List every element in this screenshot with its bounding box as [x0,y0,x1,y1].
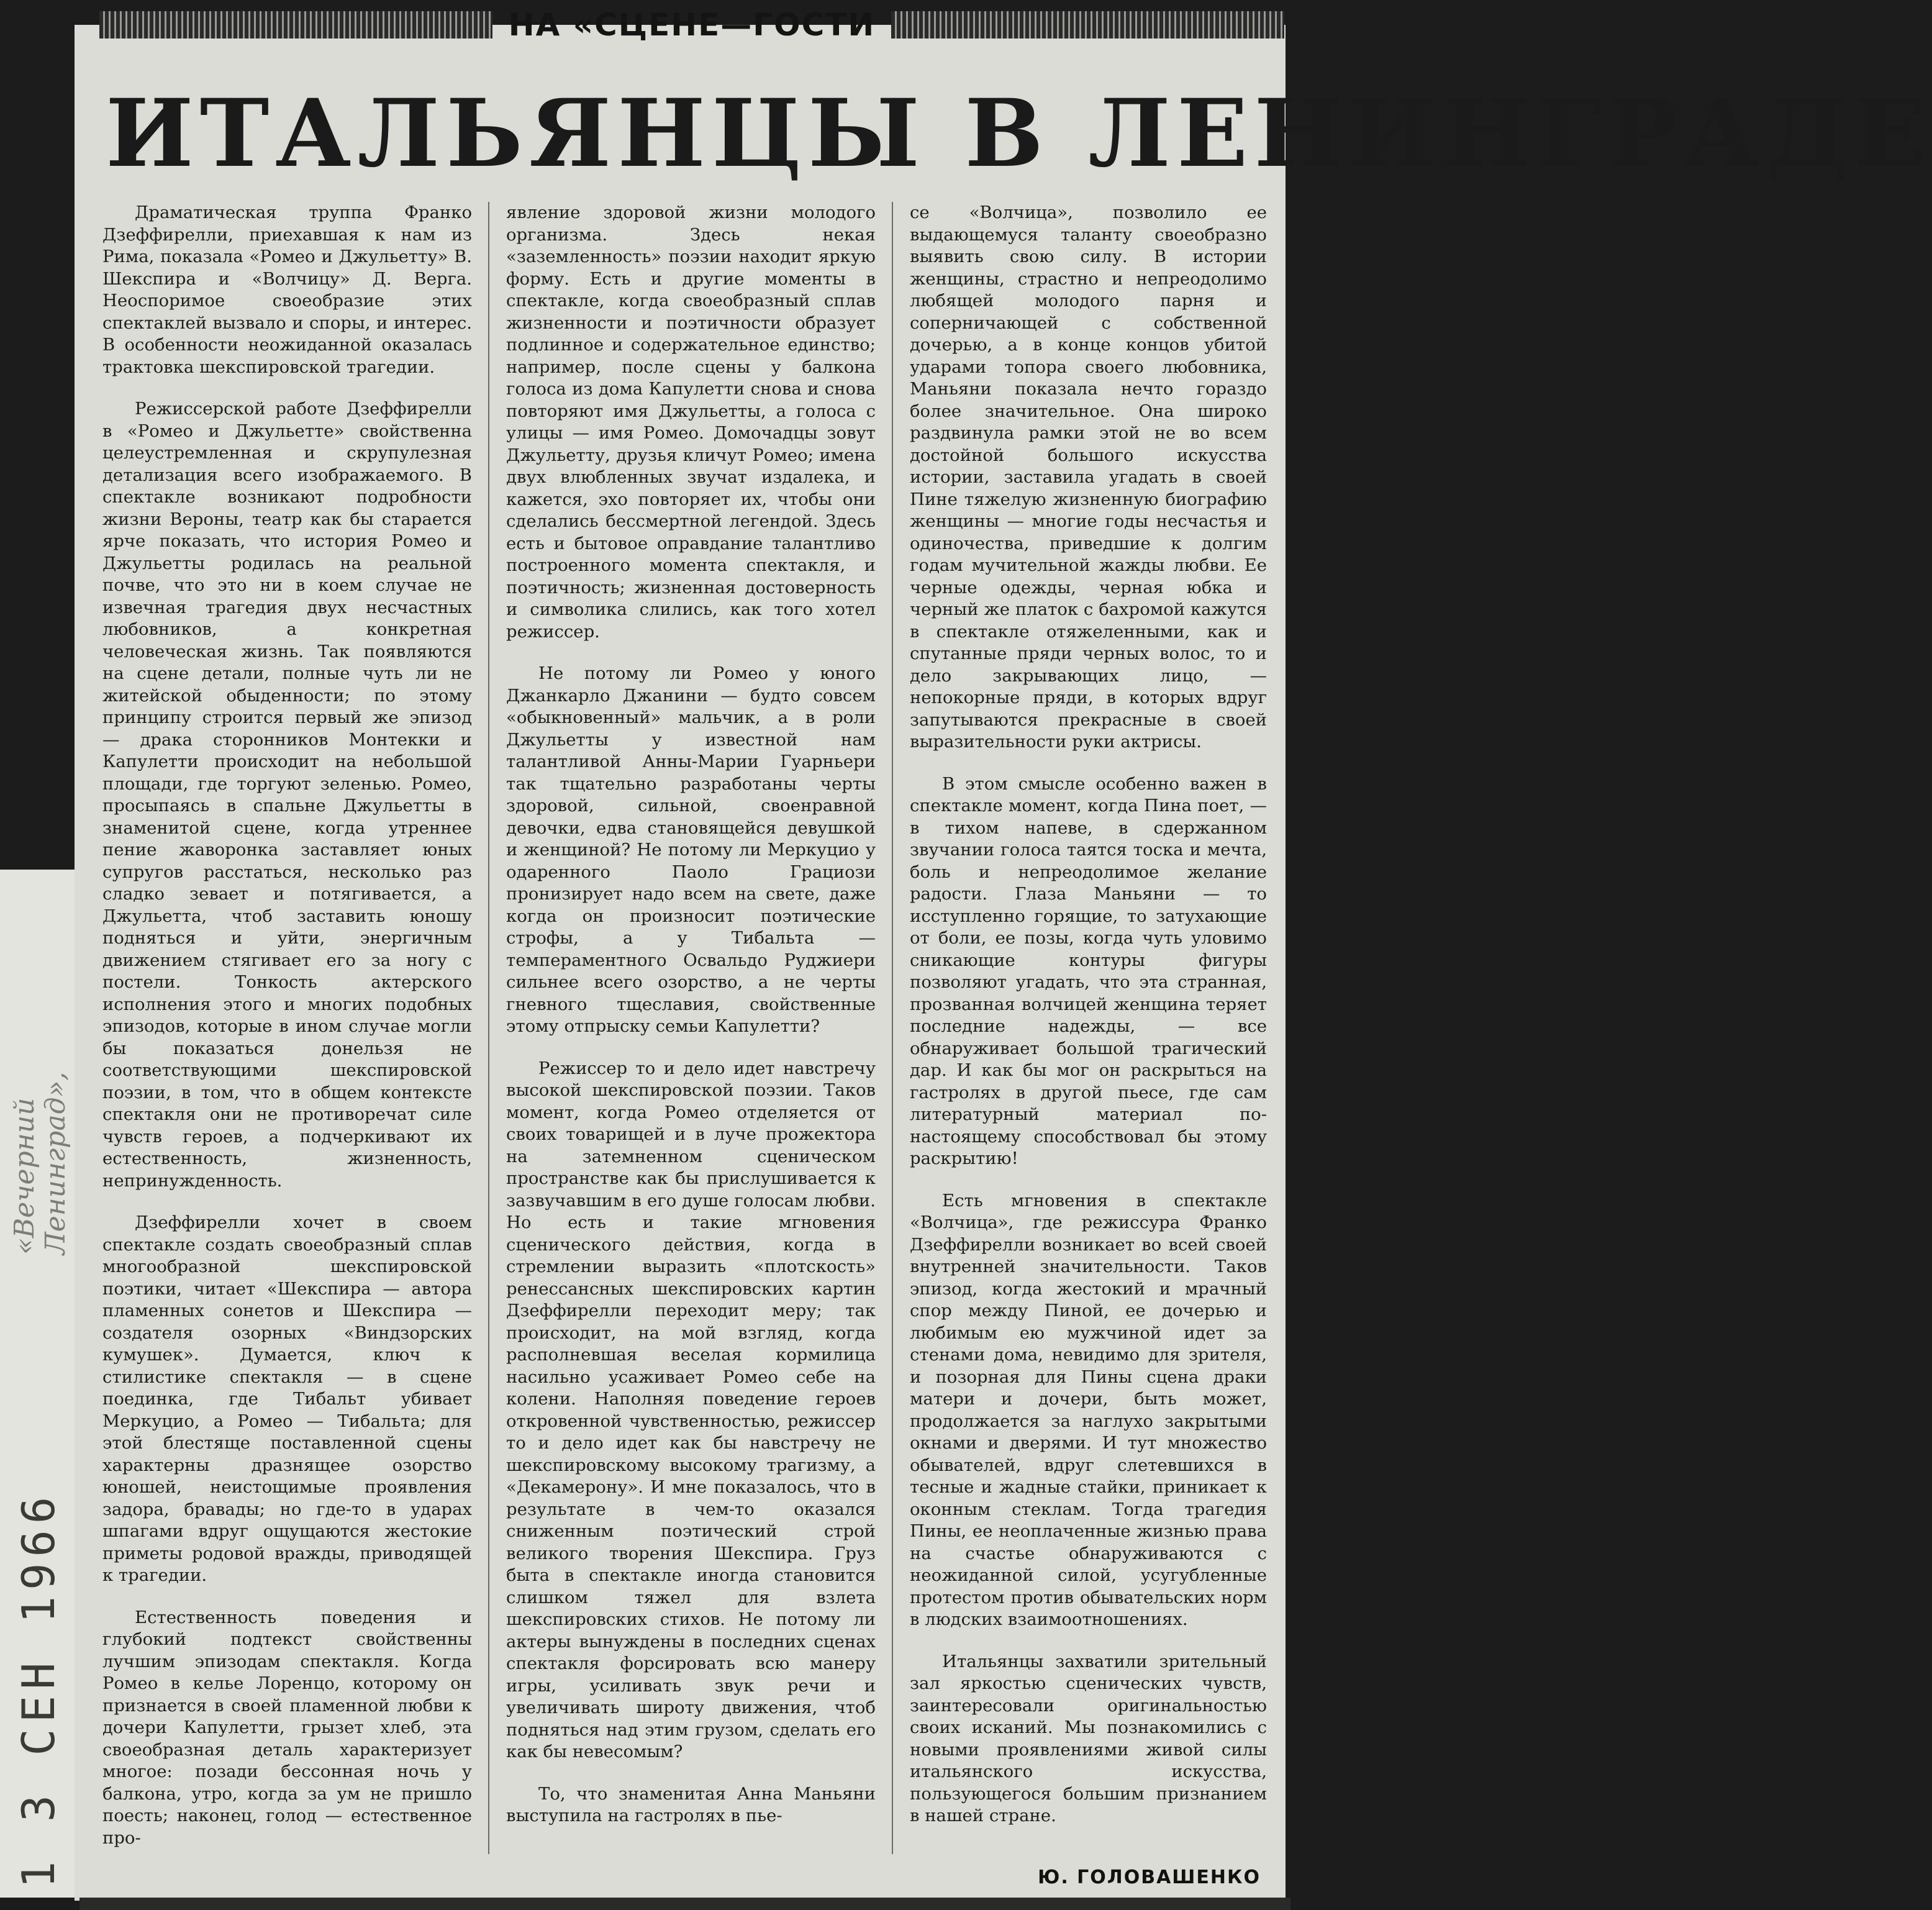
paragraph: Не потому ли Ромео у юного Джанкарло Джанини — будто совсем «обыкновенный» мальчик, а в роли Джульетты у известной нам талантливой Анны-Марии Гуарньери так тщательно разработаны черты здоровой, сильной, своенравной девочки, едва становящейся девушкой и женщиной? Не потому ли Меркуцио у одаренного Паоло Грациози пронизирует надо всем на свете, даже когда он произносит поэтические строфы, а у Тибальта — темпераментного Освальдо Руджиери сильнее всего озорство, а не черты гневного тщеславия, свойственные этому отпрыску семьи Капулетти? [506,663,876,1036]
paragraph: Естественность поведения и глубокий подтекст свойственны лучшим эпизодам спектакля. Когда Ромео в келье Лоренцо, которому он признается в своей пламенной любви к дочери Капулетти, грызет хлеб, эта своеобразная деталь характеризует многое: позади бессонная ночь у балкона, утро, когда за ум не пришло поесть; наконец, голод — естественное про- [102,1607,472,1848]
paragraph: Дзеффирелли хочет в своем спектакле создать своеобразный сплав многообразной шекспировской поэтики, читает «Шекспира — автора пламенных сонетов и Шекспира — создателя озорных «Виндзорских кумушек». Думается, ключ к стилистике спектакля — в сцене поединка, где Тибальт убивает Меркуцио, а Ромео — Тибальта; для этой блестяще поставленной сцены характерны дразнящее озорство юношей, неистощимые проявления задора, бравады; но где-то в ударах шпагами вдруг ощущаются жестокие приметы родовой вражды, приводящей к трагедии. [102,1212,472,1585]
column-1 [102,202,472,1854]
paragraph: Есть мгновения в спектакле «Волчица», где режиссура Франко Дзеффирелли возникает во всей своей внутренней значительности. Таков эпизод, когда жестокий и мрачный спор между Пиной, ее дочерью и любимым ею мужчиной идет за стенами дома, невидимо для зрителя, и позорная для Пины сцена драки матери и дочери, быть может, продолжается за наглухо закрытыми окнами и дверями. И тут множество обывателей, вдруг слетевшихся в тесные и жадные стайки, приникает к оконным стеклам. Тогда трагедия Пины, ее неоплаченные жизнью права на счастье обнаруживаются с неожиданной силой, усугубленные протестом против обывательских норм в людских взаимоотношениях. [910,1190,1267,1629]
column-3 [910,202,1267,1854]
paragraph: Итальянцы захватили зрительный зал яркостью сценических чувств, заинтересовали оригинальностью своих исканий. Мы познакомились с новыми проявлениями живой силы итальянского искусства, пользующегося большим признанием в нашей стране. [910,1651,1267,1826]
rubric-rule-left [99,11,492,39]
paragraph: То, что знаменитая Анна Маньяни выступила на гастролях в пье- [506,1783,876,1826]
date-stamp: 1 3 СЕН 1966 [12,1490,65,1888]
source-line-1: «Вечерний Ленинград», [9,1071,71,1255]
rubric-title: НА «СЦЕНЕ—ГОСТИ [508,7,876,43]
paragraph: явление здоровой жизни молодого организма. Здесь некая «заземленность» поэзии находит яркую форму. Есть и другие моменты в спектакле, когда своеобразный сплав жизненности и поэтичности образует подлинное и содержательное единство; например, после сцены у балкона голоса из дома Капулетти снова и снова повторяют имя Джульетты, а голоса с улицы — имя Ромео. Домочадцы зовут Джульетту, друзья кличут Ромео; имена двух влюбленных звучат издалека, и кажется, эхо повторяет их, чтобы они сделались бессмертной легендой. Здесь есть и бытовое оправдание талантливо построенного момента спектакля, и поэтичность; жизненная достоверность и символика слились, как того хотел режиссер. [506,202,876,642]
article-body [102,202,1282,1848]
author-signature: Ю. ГОЛОВАШЕНКО [1038,1867,1261,1888]
paragraph: Режиссерской работе Дзеффирелли в «Ромео и Джульетте» свойственна целеустремленная и скрупулезная детализация всего изображаемого. В спектакле возникают подробности жизни Вероны, театр как бы старается ярче показать, что история Ромео и Джульетты родилась на реальной почве, что это ни в коем случае не извечная трагедия двух несчастных любовников, а конкретная человеческая жизнь. Так появляются на сцене детали, полные чуть ли не житейской обыденности; по этому принципу строится первый же эпизод — драка сторонников Монтекки и Капулетти происходит на небольшой площади, где торгуют зеленью. Ромео, просыпаясь в спальне Джульетты в знаменитой сцене, когда утреннее пение жаворонка заставляет юных супругов расстаться, несколько раз сладко зевает и потягивается, а Джульетта, чтоб заставить юношу подняться и уйти, энергичным движением стягивает его за ногу с постели. Тонкость актерского исполнения этого и многих подобных эпизодов, которые в ином случае могли бы показаться донельзя не соответствующими шекспировской поэзии, в том, что в общем контексте спектакля они не противоречат силе чувств героев, а подчеркивают их естественность, жизненность, непринужденность. [102,399,472,1191]
rubric-band [99,0,1284,50]
paragraph: се «Волчица», позволило ее выдающемуся таланту своеобразно выявить свою силу. В истории женщины, страстно и непреодолимо любящей молодого парня и соперничающей с собственной дочерью, а в конце концов убитой ударами топора своего любовника, Маньяни показала нечто гораздо более значительное. Она широко раздвинула рамки этой не во всем достойной большого искусства истории, заставила угадать в своей Пине тяжелую жизненную биографию женщины — многие годы несчастья и одиночества, приведшие к долгим годам мучительной жажды любви. Ее черные одежды, черная юбка и черный же платок с бахромой кажутся в спектакле отяжеленными, как и спутанные пряди черных волос, то и дело закрывающих лицо, — непокорные пряди, в которых вдруг запутываются прекрасные в своей выразительности руки актрисы. [910,202,1267,752]
bottom-frame [79,1898,1290,1910]
paragraph: Драматическая труппа Франко Дзеффирелли, приехавшая к нам из Рима, показала «Ромео и Джульетту» В. Шекспира и «Волчицу» Д. Верга. Неоспоримое своеобразие этих спектаклей вызвало и споры, и интерес. В особенности неожиданной оказалась трактовка шекспировской трагедии. [102,202,472,377]
source-annotation [9,969,71,1255]
column-2 [506,202,876,1854]
article-headline: ИТАЛЬЯНЦЫ В ЛЕНИНГРАДЕ [106,79,1932,188]
rubric-rule-right [891,11,1284,39]
paragraph: В этом смысле особенно важен в спектакле момент, когда Пина поет, — в тихом напеве, в сдержанном звучании голоса таятся тоска и мечта, боль и непреодолимое желание радости. Глаза Маньяни — то исступленно горящие, то затухающие от боли, ее позы, когда чуть уловимо сникающие контуры фигуры позволяют угадать, что эта странная, прозванная волчицей женщина теряет последние надежды, — все обнаруживает большой трагический дар. И как бы мог он раскрыться на гастролях в другой пьесе, где сам литературный материал по-настоящему способствовал бы этому раскрытию! [910,773,1267,1168]
paragraph: Режиссер то и дело идет навстречу высокой шекспировской поэзии. Таков момент, когда Ромео отделяется от своих товарищей и в луче прожектора на затемненном сценическом пространстве как бы прислушивается к зазвучавшим в его душе голосам любви. Но есть и такие мгновения сценического действия, когда в стремлении выразить «плотскость» ренессансных шекспировских картин Дзеффирелли переходит меру; так происходит, на мой взгляд, когда располневшая веселая кормилица насильно усаживает Ромео себе на колени. Наполняя поведение героев откровенной чувственностью, режиссер то и дело идет как бы навстречу не шекспировскому высокому трагизму, а «Декамерону». И мне показалось, что в результате в чем-то оказался сниженным поэтический строй великого творения Шекспира. Груз быта в спектакле иногда становится слишком тяжел для взлета шекспировских стихов. Не потому ли актеры вынуждены в последних сценах спектакля форсировать всю манеру игры, усиливать звук речи и увеличивать широту движения, чтоб подняться над этим грузом, сделать его как бы невесомым? [506,1058,876,1762]
